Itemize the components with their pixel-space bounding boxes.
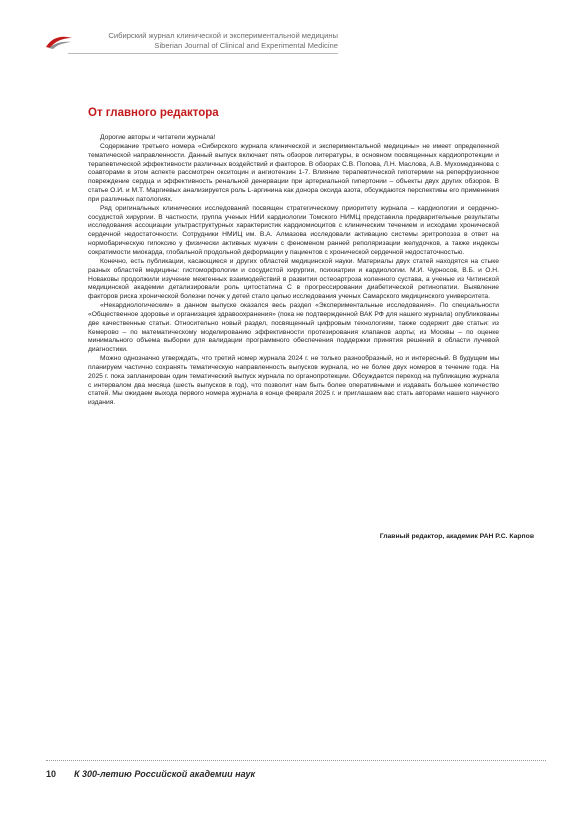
footer-divider xyxy=(46,760,546,761)
journal-header xyxy=(68,31,338,51)
page-number: 10 xyxy=(46,769,57,779)
paragraph: Конечно, есть публикации, касающиеся и других областей медицинской науки. Материалы двух статей находятся на стыке разных областей медицины: гистоморфологии и сосудистой хирургии, психиатрии и кардиологии. М.И. Чурносов, В.Б. и О.Н. Новаковы продолжили изучение межгенных взаимодействий в развитии остеоартроза коленного сустава, а ученые из Читинской медицинской академии детализировали роль цитостатина С в прогрессировании диабетической ретинопатии. Выявление факторов риска хронической болезни почек у детей стало целью исследования ученых Самарского медицинского университета. xyxy=(88,257,499,301)
section-title: От главного редактора xyxy=(88,107,219,119)
paragraph: «Некардиологическим» в данном выпуске оказался весь раздел «Экспериментальные исследования». По специальности «Общественное здоровье и организация здравоохранения» (пока не подтвержденной ВАК РФ для нашего журнала) опубликованы две качественные статьи. Относительно новый раздел, посвященный цифровым технологиям, также содержит две статьи: из Кемерово – по математическому моделированию эффективности протезирования клапанов аорты; из Москвы – по оценке минимального объема выборки для валидации программного обеспечения поддержки принятия решений в области лучевой диагностики. xyxy=(88,302,499,354)
journal-title-en: Siberian Journal of Clinical and Experimental Medicine xyxy=(154,41,338,50)
journal-title-ru: Сибирский журнал клинической и экспериментальной медицины xyxy=(108,31,338,40)
paragraph-greeting: Дорогие авторы и читатели журнала! xyxy=(100,134,216,141)
editor-signature: Главный редактор, академик РАН Р.С. Карпов xyxy=(379,533,534,540)
header-divider xyxy=(68,53,338,54)
paragraph: Содержание третьего номера «Сибирского журнала клинической и экспериментальной медицины» не имеет определенной тематической направленности. Данный выпуск включает пять обзоров литературы, в основном посвященных кардиопротекции и терапевтической эффективности различных воздействий и факторов. В обзорах С.В. Попова, Л.Н. Маслова, А.В. Мухомедзянова с соавторами в этом аспекте рассмотрен окситоцин и ангиотензин 1-7. Влияние терапевтической гипотермии на реперфузионное повреждение сердца и эффективность ренальной денервации при артериальной гипертонии – объекты двух других обзоров. В статье О.И. и М.Т. Маргиевых анализируется роль L-аргинина как донора оксида азота, обсуждаются перспективы его применения при различных патологиях. xyxy=(88,142,499,203)
paragraph: Можно однозначно утверждать, что третий номер журнала 2024 г. не только разнообразный, но и интересный. В будущем мы планируем частично сохранять тематическую направленность выпусков журнала, но не более двух номеров в течение года. На 2025 г. пока запланирован один тематический выпуск журнала по органопротекции. Обсуждается переход на публикацию журнала с интервалом два месяца (шесть выпусков в год), что позволит нам быть более оперативными и издавать большее количество статей. Мы ожидаем выхода первого номера журнала в конце февраля 2025 г. и приглашаем вас стать авторами нашего научного издания. xyxy=(88,355,499,407)
paragraph: Ряд оригинальных клинических исследований посвящен стратегическому приоритету журнала – кардиологии и сердечно-сосудистой хирургии. В частности, группа ученых НИИ кардиологии Томского НИМЦ представила предварительные результаты исследования ассоциации ультраструктурных характеристик кардиомиоцитов с клиническим течением и исходами хронической сердечной недостаточности. Сотрудники НМИЦ им. В.А. Алмазова исследовали активацию системы эритропоэза в ответ на нормобарическую гипоксию у физически активных мужчин с феноменом ранней реполяризации желудочков, а также индексы сократимости миокарда, глобальной продольной деформации у пациентов с хронической сердечной недостаточностью. xyxy=(88,204,499,256)
editorial-body xyxy=(88,134,499,408)
footer-caption: К 300-летию Российской академии наук xyxy=(74,769,256,779)
